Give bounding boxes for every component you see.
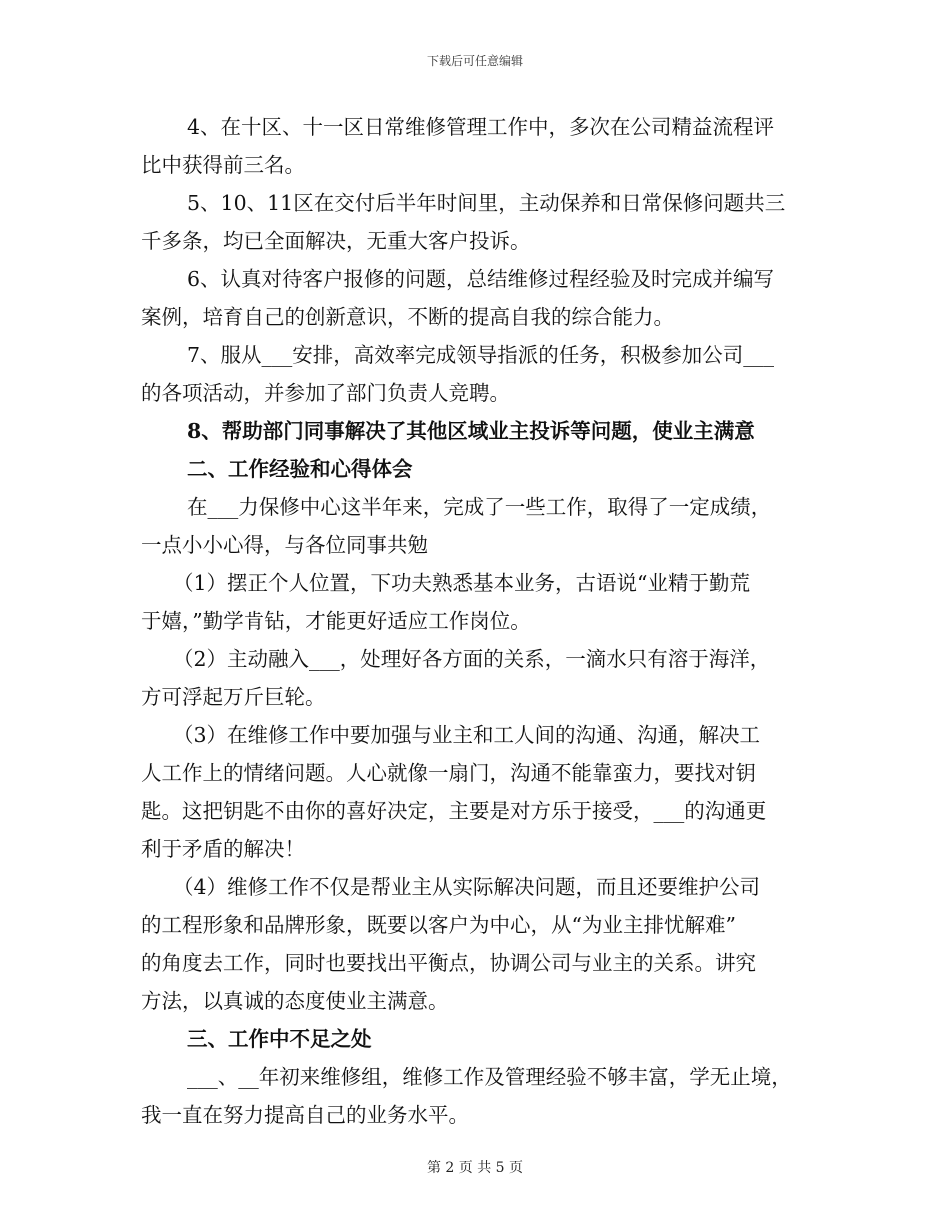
document-body: [141, 108, 811, 1134]
body-line: 的各项活动，并参加了部门负责人竞聘。: [141, 381, 510, 405]
body-line: 于嬉，”勤学肯钻，才能更好适应工作岗位。: [141, 609, 531, 633]
body-line: 的角度去工作，同时也要找出平衡点，协调公司与业主的关系。讲究: [141, 951, 756, 975]
body-line: 5、10、11区在交付后半年时间里，主动保养和日常保修问题共三: [187, 191, 786, 215]
body-line: （4）维修工作不仅是帮业主从实际解决问题，而且还要维护公司: [173, 875, 761, 899]
section-heading: 三、工作中不足之处: [187, 1027, 372, 1051]
body-line: 4、在十区、十一区日常维修管理工作中，多次在公司精益流程评: [187, 115, 775, 139]
body-line: （2）主动融入___，处理好各方面的关系，一滴水只有溶于海洋，: [173, 647, 771, 671]
body-line: 匙。这把钥匙不由你的喜好决定，主要是对方乐于接受，___的沟通更: [141, 799, 767, 823]
body-line: 的工程形象和品牌形象，既要以客户为中心，从“为业主排忧解难”: [141, 913, 736, 937]
body-line: 比中获得前三名。: [141, 153, 305, 177]
body-line: 7、服从___安排，高效率完成领导指派的任务，积极参加公司___: [187, 343, 775, 367]
body-line: 方可浮起万斤巨轮。: [141, 685, 326, 709]
body-line: 案例，培育自己的创新意识，不断的提高自我的综合能力。: [141, 305, 674, 329]
page-footer: 第 2 页 共 5 页: [426, 1160, 524, 1176]
body-line: （3）在维修工作中要加强与业主和工人间的沟通、沟通，解决工: [173, 723, 761, 747]
body-line: （1）摆正个人位置，下功夫熟悉基本业务，古语说“业精于勤荒: [173, 571, 751, 595]
body-line: 一点小小心得，与各位同事共勉: [141, 533, 428, 557]
body-line: 我一直在努力提高自己的业务水平。: [141, 1103, 469, 1127]
body-line: ___、__年初来维修组，维修工作及管理经验不够丰富，学无止境，: [187, 1065, 792, 1089]
page-header: 下载后可任意编辑: [426, 54, 523, 68]
body-line: 千多条，均已全面解决，无重大客户投诉。: [141, 229, 531, 253]
section-heading: 二、工作经验和心得体会: [187, 457, 413, 481]
body-line: 方法，以真诚的态度使业主满意。: [141, 989, 449, 1013]
body-line: 6、认真对待客户报修的问题，总结维修过程经验及时完成并编写: [187, 267, 775, 291]
body-line: 利于矛盾的解决！: [141, 837, 305, 861]
body-line: 人工作上的情绪问题。人心就像一扇门，沟通不能靠蛮力，要找对钥: [141, 761, 756, 785]
body-line: 8、帮助部门同事解决了其他区域业主投诉等问题，使业主满意: [187, 419, 755, 443]
body-line: 在___力保修中心这半年来，完成了一些工作，取得了一定成绩，: [187, 495, 772, 519]
